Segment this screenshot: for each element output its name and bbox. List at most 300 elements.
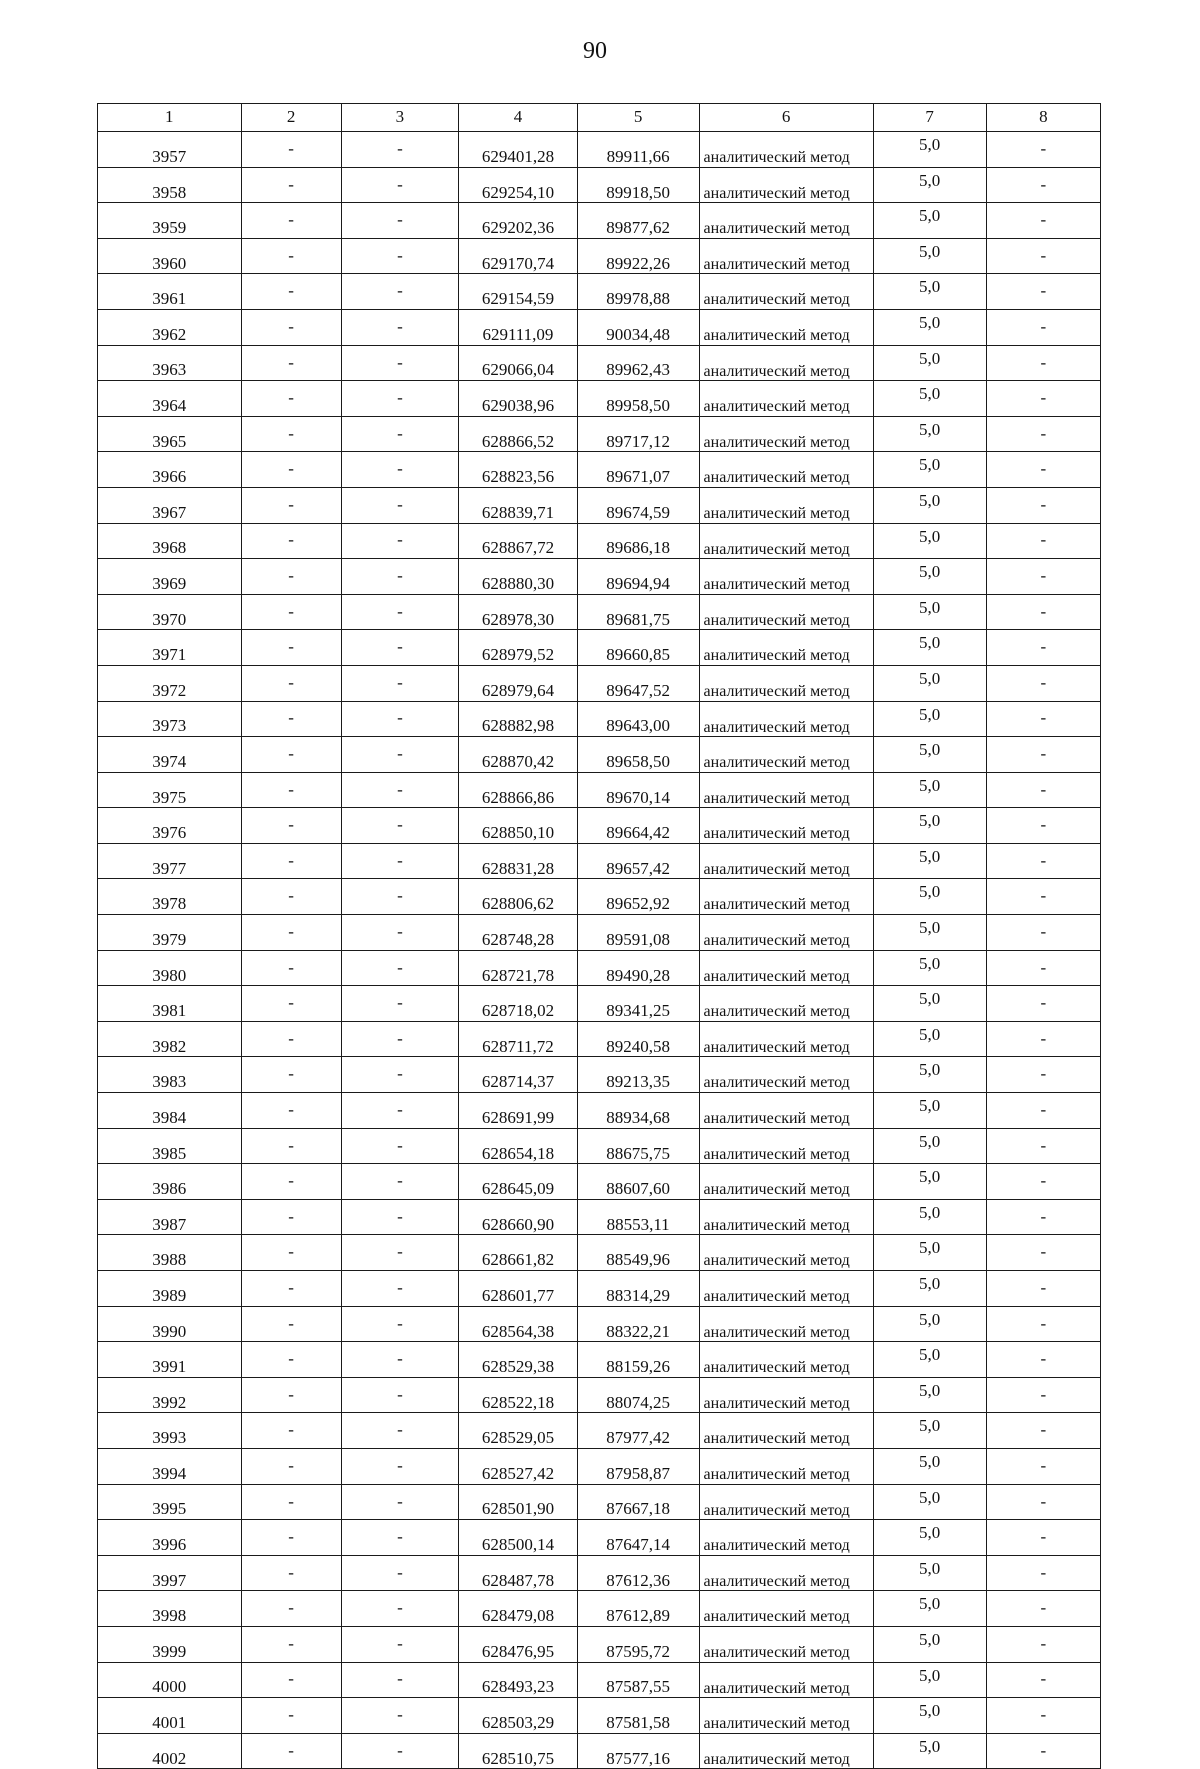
cell-method: аналитический метод	[699, 594, 873, 630]
cell-coordinate-x: 628882,98	[459, 701, 578, 737]
cell-accuracy: 5,0	[873, 381, 986, 417]
cell-coordinate-y: 89674,59	[577, 487, 699, 523]
cell-point-number: 3999	[98, 1626, 242, 1662]
cell-col-2: -	[241, 737, 341, 773]
cell-col-8: -	[986, 309, 1100, 345]
table-row	[98, 203, 1101, 239]
cell-point-number: 3987	[98, 1199, 242, 1235]
cell-col-2: -	[241, 345, 341, 381]
cell-coordinate-x: 628721,78	[459, 950, 578, 986]
table-row	[98, 1448, 1101, 1484]
cell-method: аналитический метод	[699, 1555, 873, 1591]
cell-coordinate-y: 88607,60	[577, 1164, 699, 1200]
cell-coordinate-x: 629202,36	[459, 203, 578, 239]
cell-point-number: 3995	[98, 1484, 242, 1520]
cell-method: аналитический метод	[699, 1591, 873, 1627]
cell-col-3: -	[341, 274, 458, 310]
cell-point-number: 4002	[98, 1733, 242, 1769]
header-row	[98, 104, 1101, 132]
table-row	[98, 1733, 1101, 1769]
cell-col-8: -	[986, 772, 1100, 808]
cell-point-number: 3970	[98, 594, 242, 630]
cell-accuracy: 5,0	[873, 1128, 986, 1164]
cell-method: аналитический метод	[699, 203, 873, 239]
cell-coordinate-x: 628866,86	[459, 772, 578, 808]
table-row	[98, 238, 1101, 274]
cell-col-2: -	[241, 772, 341, 808]
cell-point-number: 3996	[98, 1520, 242, 1556]
cell-col-3: -	[341, 416, 458, 452]
cell-col-8: -	[986, 594, 1100, 630]
cell-col-3: -	[341, 1057, 458, 1093]
cell-col-8: -	[986, 1128, 1100, 1164]
cell-coordinate-y: 87577,16	[577, 1733, 699, 1769]
cell-coordinate-x: 628866,52	[459, 416, 578, 452]
cell-coordinate-y: 88553,11	[577, 1199, 699, 1235]
cell-coordinate-x: 628529,38	[459, 1342, 578, 1378]
cell-col-8: -	[986, 1520, 1100, 1556]
cell-col-3: -	[341, 1520, 458, 1556]
cell-col-2: -	[241, 1733, 341, 1769]
cell-col-3: -	[341, 772, 458, 808]
cell-coordinate-y: 89643,00	[577, 701, 699, 737]
cell-coordinate-x: 628748,28	[459, 915, 578, 951]
cell-accuracy: 5,0	[873, 1021, 986, 1057]
cell-point-number: 3984	[98, 1093, 242, 1129]
cell-col-8: -	[986, 630, 1100, 666]
cell-point-number: 3963	[98, 345, 242, 381]
table-row	[98, 1520, 1101, 1556]
cell-col-2: -	[241, 1021, 341, 1057]
cell-col-8: -	[986, 1484, 1100, 1520]
cell-coordinate-x: 628654,18	[459, 1128, 578, 1164]
cell-method: аналитический метод	[699, 1199, 873, 1235]
cell-col-3: -	[341, 808, 458, 844]
cell-coordinate-y: 89717,12	[577, 416, 699, 452]
cell-accuracy: 5,0	[873, 309, 986, 345]
cell-coordinate-y: 89670,14	[577, 772, 699, 808]
table-row	[98, 345, 1101, 381]
cell-col-8: -	[986, 1199, 1100, 1235]
cell-col-2: -	[241, 1484, 341, 1520]
cell-accuracy: 5,0	[873, 523, 986, 559]
cell-accuracy: 5,0	[873, 1662, 986, 1698]
cell-accuracy: 5,0	[873, 1199, 986, 1235]
cell-col-3: -	[341, 452, 458, 488]
cell-col-2: -	[241, 416, 341, 452]
table-row	[98, 1021, 1101, 1057]
cell-coordinate-y: 87595,72	[577, 1626, 699, 1662]
cell-coordinate-y: 88675,75	[577, 1128, 699, 1164]
cell-point-number: 3978	[98, 879, 242, 915]
table-row	[98, 309, 1101, 345]
cell-coordinate-x: 628806,62	[459, 879, 578, 915]
cell-method: аналитический метод	[699, 630, 873, 666]
table-row	[98, 523, 1101, 559]
cell-col-3: -	[341, 1235, 458, 1271]
cell-coordinate-x: 628714,37	[459, 1057, 578, 1093]
cell-col-2: -	[241, 1164, 341, 1200]
cell-coordinate-x: 628645,09	[459, 1164, 578, 1200]
cell-coordinate-y: 89877,62	[577, 203, 699, 239]
cell-coordinate-x: 628831,28	[459, 843, 578, 879]
cell-point-number: 3982	[98, 1021, 242, 1057]
cell-col-2: -	[241, 879, 341, 915]
cell-method: аналитический метод	[699, 1128, 873, 1164]
cell-col-8: -	[986, 1057, 1100, 1093]
table-row	[98, 1093, 1101, 1129]
cell-col-3: -	[341, 1271, 458, 1307]
cell-col-3: -	[341, 381, 458, 417]
table-row	[98, 381, 1101, 417]
cell-col-3: -	[341, 1306, 458, 1342]
cell-col-8: -	[986, 1164, 1100, 1200]
cell-col-3: -	[341, 1377, 458, 1413]
cell-point-number: 3977	[98, 843, 242, 879]
cell-point-number: 3980	[98, 950, 242, 986]
cell-accuracy: 5,0	[873, 416, 986, 452]
cell-col-8: -	[986, 1626, 1100, 1662]
cell-col-8: -	[986, 737, 1100, 773]
cell-coordinate-x: 628880,30	[459, 559, 578, 595]
table-row	[98, 1591, 1101, 1627]
cell-accuracy: 5,0	[873, 772, 986, 808]
cell-accuracy: 5,0	[873, 167, 986, 203]
cell-method: аналитический метод	[699, 381, 873, 417]
cell-col-2: -	[241, 1698, 341, 1734]
cell-accuracy: 5,0	[873, 1626, 986, 1662]
cell-col-3: -	[341, 915, 458, 951]
cell-coordinate-y: 89958,50	[577, 381, 699, 417]
cell-point-number: 3976	[98, 808, 242, 844]
cell-coordinate-y: 89341,25	[577, 986, 699, 1022]
cell-accuracy: 5,0	[873, 487, 986, 523]
cell-method: аналитический метод	[699, 737, 873, 773]
cell-accuracy: 5,0	[873, 274, 986, 310]
cell-coordinate-x: 628711,72	[459, 1021, 578, 1057]
cell-col-2: -	[241, 1377, 341, 1413]
cell-col-2: -	[241, 630, 341, 666]
cell-method: аналитический метод	[699, 1448, 873, 1484]
cell-coordinate-y: 89240,58	[577, 1021, 699, 1057]
table-row	[98, 1164, 1101, 1200]
cell-col-8: -	[986, 1448, 1100, 1484]
table-row	[98, 1377, 1101, 1413]
table-row	[98, 1626, 1101, 1662]
cell-coordinate-x: 628850,10	[459, 808, 578, 844]
cell-method: аналитический метод	[699, 1021, 873, 1057]
cell-point-number: 3992	[98, 1377, 242, 1413]
cell-coordinate-x: 628522,18	[459, 1377, 578, 1413]
cell-coordinate-y: 87587,55	[577, 1662, 699, 1698]
column-header-8: 8	[986, 104, 1100, 132]
table-row	[98, 1057, 1101, 1093]
cell-coordinate-x: 629066,04	[459, 345, 578, 381]
cell-col-3: -	[341, 1484, 458, 1520]
cell-point-number: 4000	[98, 1662, 242, 1698]
cell-point-number: 3991	[98, 1342, 242, 1378]
cell-col-8: -	[986, 1093, 1100, 1129]
cell-method: аналитический метод	[699, 879, 873, 915]
cell-col-3: -	[341, 986, 458, 1022]
cell-accuracy: 5,0	[873, 1484, 986, 1520]
cell-method: аналитический метод	[699, 1306, 873, 1342]
cell-col-8: -	[986, 1306, 1100, 1342]
cell-point-number: 3983	[98, 1057, 242, 1093]
cell-point-number: 3974	[98, 737, 242, 773]
cell-method: аналитический метод	[699, 1164, 873, 1200]
cell-coordinate-y: 90034,48	[577, 309, 699, 345]
cell-coordinate-y: 89490,28	[577, 950, 699, 986]
cell-accuracy: 5,0	[873, 1733, 986, 1769]
cell-col-2: -	[241, 1199, 341, 1235]
cell-coordinate-x: 628510,75	[459, 1733, 578, 1769]
cell-col-8: -	[986, 523, 1100, 559]
table-row	[98, 915, 1101, 951]
cell-col-8: -	[986, 132, 1100, 168]
table-row	[98, 452, 1101, 488]
table-row	[98, 1662, 1101, 1698]
cell-col-2: -	[241, 559, 341, 595]
column-header-5: 5	[577, 104, 699, 132]
cell-col-8: -	[986, 416, 1100, 452]
cell-point-number: 3989	[98, 1271, 242, 1307]
cell-col-3: -	[341, 309, 458, 345]
cell-point-number: 3988	[98, 1235, 242, 1271]
cell-col-3: -	[341, 167, 458, 203]
cell-method: аналитический метод	[699, 1484, 873, 1520]
table-row	[98, 132, 1101, 168]
cell-coordinate-y: 89686,18	[577, 523, 699, 559]
cell-coordinate-y: 88322,21	[577, 1306, 699, 1342]
cell-col-3: -	[341, 879, 458, 915]
cell-point-number: 3965	[98, 416, 242, 452]
cell-accuracy: 5,0	[873, 452, 986, 488]
cell-point-number: 3997	[98, 1555, 242, 1591]
cell-col-3: -	[341, 1128, 458, 1164]
cell-coordinate-x: 628487,78	[459, 1555, 578, 1591]
cell-method: аналитический метод	[699, 416, 873, 452]
table-row	[98, 879, 1101, 915]
cell-col-2: -	[241, 238, 341, 274]
cell-point-number: 3966	[98, 452, 242, 488]
cell-method: аналитический метод	[699, 808, 873, 844]
cell-coordinate-y: 89978,88	[577, 274, 699, 310]
cell-col-8: -	[986, 1591, 1100, 1627]
cell-col-3: -	[341, 203, 458, 239]
cell-accuracy: 5,0	[873, 1057, 986, 1093]
cell-col-2: -	[241, 381, 341, 417]
cell-coordinate-y: 89591,08	[577, 915, 699, 951]
table-row	[98, 772, 1101, 808]
table-row	[98, 843, 1101, 879]
cell-col-2: -	[241, 309, 341, 345]
cell-col-3: -	[341, 559, 458, 595]
cell-col-3: -	[341, 843, 458, 879]
cell-coordinate-x: 628718,02	[459, 986, 578, 1022]
cell-col-8: -	[986, 203, 1100, 239]
cell-col-8: -	[986, 1235, 1100, 1271]
cell-col-3: -	[341, 1199, 458, 1235]
cell-accuracy: 5,0	[873, 986, 986, 1022]
cell-col-3: -	[341, 487, 458, 523]
cell-coordinate-x: 629154,59	[459, 274, 578, 310]
cell-col-2: -	[241, 1520, 341, 1556]
cell-col-3: -	[341, 1555, 458, 1591]
cell-accuracy: 5,0	[873, 950, 986, 986]
cell-method: аналитический метод	[699, 238, 873, 274]
cell-accuracy: 5,0	[873, 630, 986, 666]
cell-col-3: -	[341, 1448, 458, 1484]
cell-accuracy: 5,0	[873, 132, 986, 168]
cell-col-2: -	[241, 915, 341, 951]
cell-accuracy: 5,0	[873, 808, 986, 844]
cell-col-3: -	[341, 594, 458, 630]
cell-col-2: -	[241, 487, 341, 523]
cell-point-number: 3973	[98, 701, 242, 737]
cell-method: аналитический метод	[699, 345, 873, 381]
cell-coordinate-x: 628493,23	[459, 1662, 578, 1698]
cell-method: аналитический метод	[699, 309, 873, 345]
cell-point-number: 3958	[98, 167, 242, 203]
cell-method: аналитический метод	[699, 452, 873, 488]
cell-accuracy: 5,0	[873, 203, 986, 239]
cell-col-8: -	[986, 238, 1100, 274]
cell-col-2: -	[241, 1093, 341, 1129]
table-row	[98, 1413, 1101, 1449]
cell-point-number: 3998	[98, 1591, 242, 1627]
cell-col-8: -	[986, 1555, 1100, 1591]
cell-col-8: -	[986, 487, 1100, 523]
cell-coordinate-y: 89652,92	[577, 879, 699, 915]
cell-method: аналитический метод	[699, 1733, 873, 1769]
cell-method: аналитический метод	[699, 1377, 873, 1413]
cell-coordinate-y: 89922,26	[577, 238, 699, 274]
column-header-3: 3	[341, 104, 458, 132]
cell-coordinate-y: 87667,18	[577, 1484, 699, 1520]
cell-col-8: -	[986, 452, 1100, 488]
cell-point-number: 3985	[98, 1128, 242, 1164]
cell-col-8: -	[986, 950, 1100, 986]
cell-coordinate-y: 89918,50	[577, 167, 699, 203]
cell-coordinate-x: 629170,74	[459, 238, 578, 274]
table-row	[98, 1235, 1101, 1271]
cell-col-3: -	[341, 950, 458, 986]
cell-method: аналитический метод	[699, 915, 873, 951]
cell-coordinate-x: 628660,90	[459, 1199, 578, 1235]
cell-method: аналитический метод	[699, 665, 873, 701]
cell-col-2: -	[241, 1626, 341, 1662]
cell-accuracy: 5,0	[873, 594, 986, 630]
cell-coordinate-x: 628601,77	[459, 1271, 578, 1307]
cell-col-2: -	[241, 1413, 341, 1449]
cell-col-2: -	[241, 132, 341, 168]
cell-method: аналитический метод	[699, 523, 873, 559]
cell-coordinate-x: 628564,38	[459, 1306, 578, 1342]
table-row	[98, 1484, 1101, 1520]
cell-col-3: -	[341, 523, 458, 559]
cell-accuracy: 5,0	[873, 559, 986, 595]
table-row	[98, 559, 1101, 595]
cell-col-2: -	[241, 523, 341, 559]
cell-coordinate-x: 628979,52	[459, 630, 578, 666]
cell-accuracy: 5,0	[873, 1520, 986, 1556]
cell-point-number: 3972	[98, 665, 242, 701]
table-row	[98, 701, 1101, 737]
cell-col-2: -	[241, 1342, 341, 1378]
cell-col-2: -	[241, 1662, 341, 1698]
table-row	[98, 630, 1101, 666]
cell-accuracy: 5,0	[873, 1235, 986, 1271]
column-header-1: 1	[98, 104, 242, 132]
cell-coordinate-x: 628476,95	[459, 1626, 578, 1662]
cell-col-2: -	[241, 1306, 341, 1342]
cell-accuracy: 5,0	[873, 1306, 986, 1342]
cell-accuracy: 5,0	[873, 843, 986, 879]
cell-col-2: -	[241, 950, 341, 986]
cell-accuracy: 5,0	[873, 1164, 986, 1200]
cell-method: аналитический метод	[699, 274, 873, 310]
cell-coordinate-x: 629111,09	[459, 309, 578, 345]
cell-col-2: -	[241, 808, 341, 844]
cell-point-number: 3990	[98, 1306, 242, 1342]
cell-point-number: 4001	[98, 1698, 242, 1734]
cell-point-number: 3957	[98, 132, 242, 168]
cell-method: аналитический метод	[699, 950, 873, 986]
cell-col-2: -	[241, 1057, 341, 1093]
cell-col-3: -	[341, 345, 458, 381]
cell-col-8: -	[986, 665, 1100, 701]
cell-coordinate-y: 87612,36	[577, 1555, 699, 1591]
table-row	[98, 1698, 1101, 1734]
cell-col-3: -	[341, 1164, 458, 1200]
table-row	[98, 594, 1101, 630]
cell-method: аналитический метод	[699, 1698, 873, 1734]
column-header-4: 4	[459, 104, 578, 132]
cell-coordinate-y: 89647,52	[577, 665, 699, 701]
cell-col-2: -	[241, 167, 341, 203]
cell-accuracy: 5,0	[873, 737, 986, 773]
coordinates-table	[97, 103, 1101, 1769]
cell-col-2: -	[241, 1235, 341, 1271]
cell-coordinate-x: 629038,96	[459, 381, 578, 417]
cell-point-number: 3993	[98, 1413, 242, 1449]
table-row	[98, 665, 1101, 701]
cell-point-number: 3986	[98, 1164, 242, 1200]
cell-col-2: -	[241, 274, 341, 310]
cell-coordinate-x: 628839,71	[459, 487, 578, 523]
cell-col-8: -	[986, 274, 1100, 310]
cell-col-8: -	[986, 1733, 1100, 1769]
cell-coordinate-y: 88074,25	[577, 1377, 699, 1413]
cell-col-3: -	[341, 1021, 458, 1057]
cell-col-2: -	[241, 452, 341, 488]
cell-coordinate-y: 89657,42	[577, 843, 699, 879]
cell-coordinate-x: 628867,72	[459, 523, 578, 559]
cell-col-2: -	[241, 986, 341, 1022]
cell-coordinate-x: 629401,28	[459, 132, 578, 168]
table-row	[98, 950, 1101, 986]
cell-col-2: -	[241, 1591, 341, 1627]
cell-coordinate-x: 629254,10	[459, 167, 578, 203]
cell-col-3: -	[341, 238, 458, 274]
cell-coordinate-y: 87977,42	[577, 1413, 699, 1449]
cell-col-3: -	[341, 1733, 458, 1769]
cell-accuracy: 5,0	[873, 1377, 986, 1413]
cell-point-number: 3994	[98, 1448, 242, 1484]
table-row	[98, 1306, 1101, 1342]
cell-coordinate-y: 89660,85	[577, 630, 699, 666]
